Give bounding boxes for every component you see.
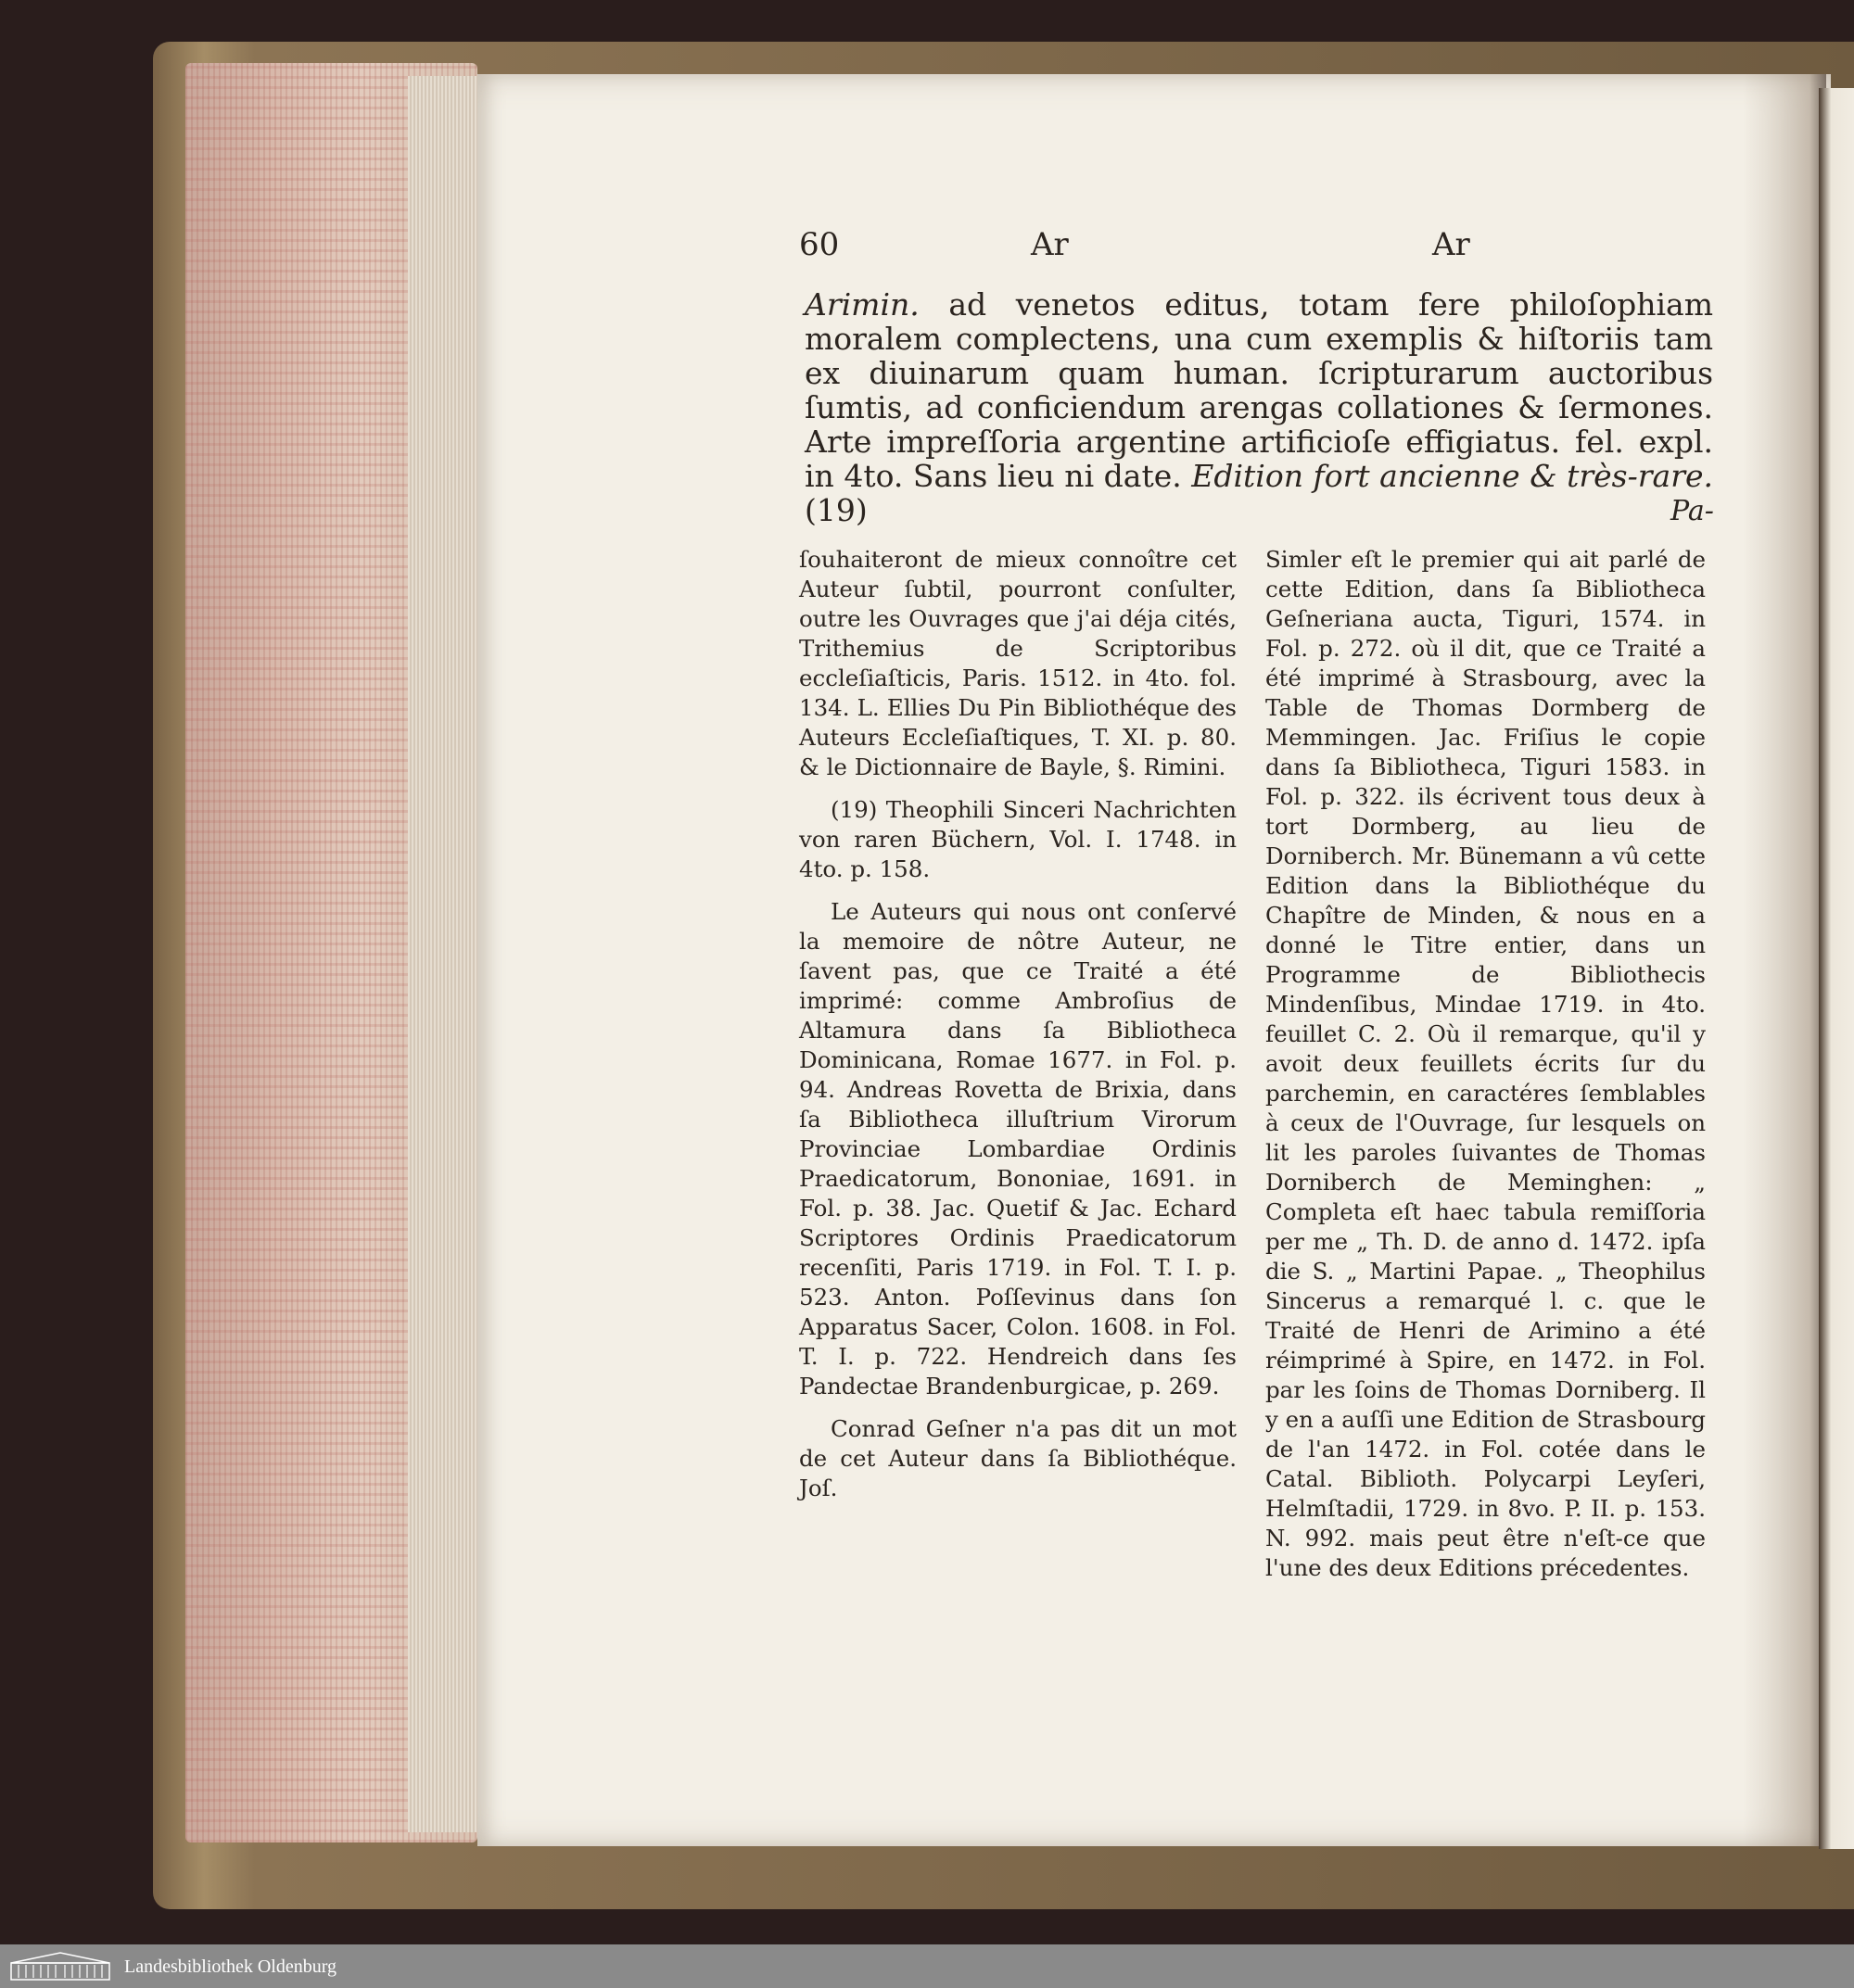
left-paragraph-1: ſouhaiteront de mieux connoître cet Auteur ſubtil, pourront conſulter, outre les Ouvrages que j'ai déja cités, Trithemius de Scriptoribus eccleſiaſticis, Paris. 1512. in 4to. fol. 134. L. Ellies Du Pin Bibliothéque des Auteurs Eccleſiaſtiques, T. XI. p. 80. & le Dictionnaire de Bayle, §. Rimini. xyxy=(799,546,1237,780)
facing-page-edge xyxy=(1819,88,1854,1849)
page-gutter xyxy=(1743,74,1826,1846)
catchword: Pa- xyxy=(1670,495,1714,527)
running-head-left: Ar xyxy=(1031,226,1069,263)
intro-tail: Edition fort ancienne & très-rare. xyxy=(1191,458,1713,494)
right-column xyxy=(1265,545,1706,1596)
intro-paragraph xyxy=(805,287,1713,527)
right-paragraph-1: Simler eſt le premier qui ait parlé de cette Edition, dans ſa Bibliotheca Geſneriana aucta, Tiguri, 1574. in Fol. p. 272. où il dit, que ce Traité a été imprimé à Strasbourg, avec la Table de Thomas Dormberg de Memmingen. Jac. Friſius le copie dans ſa Bibliotheca, Tiguri 1583. in Fol. p. 322. ils écrivent tous deux à tort Dormberg, au lieu de Dorniberch. Mr. Bünemann a vû cette Edition dans la Bibliothéque du Chapître de Minden, & nous en a donné le Titre entier, dans un Programme de Bibliothecis Mindenſibus, Mindae 1719. in 4to. feuillet C. 2. Où il remarque, qu'il y avoit deux feuillets écrits ſur du parchemin, en caractéres ſemblables à ceux de l'Ouvrage, ſur lesquels on lit les paroles ſuivantes de Thomas Dorniberch de Meminghen: „ Completa eſt haec tabula remiſſoria per me „ Th. D. de anno d. 1472. ipſa die S. „ Martini Papae. „ Theophilus Sincerus a remarqué l. c. que le Traité de Henri de Arimino a été réimprimé à Spire, en 1472. in Fol. par les ſoins de Thomas Dorniberg. Il y en a auſſi une Edition de Strasbourg de l'an 1472. in Fol. cotée dans le Catal. Biblioth. Polycarpi Leyſeri, Helmſtadii, 1729. in 8vo. P. II. p. 153. N. 992. mais peut être n'eſt-ce que l'une des deux Editions précedentes. xyxy=(1265,546,1706,1581)
left-paragraph-4: Conrad Geſner n'a pas dit un mot de cet Auteur dans ſa Bibliothéque. Joſ. xyxy=(799,1415,1237,1501)
library-building-icon xyxy=(9,1950,111,1982)
intro-body: ad venetos editus, totam fere philoſophiam moralem complectens, una cum exemplis & hiſtoriis tam ex diuinarum quam human. ſcripturarum auctoribus ſumtis, ad conficiendum arengas collationes & ſermones. Arte impreſſoria argentine artificioſe effigiatus. fel. expl. in 4to. Sans lieu ni date. xyxy=(805,286,1713,494)
page-number: 60 xyxy=(799,226,840,263)
running-head-right: Ar xyxy=(1432,226,1470,263)
left-paragraph-2: (19) Theophili Sinceri Nachrichten von raren Büchern, Vol. I. 1748. in 4to. p. 158. xyxy=(799,796,1237,882)
intro-lead: Arimin. xyxy=(805,286,920,323)
left-paragraph-3: Le Auteurs qui nous ont conſervé la memoire de nôtre Auteur, ne ſavent pas, que ce Traité a été imprimé: comme Ambroſius de Altamura dans ſa Bibliotheca Dominicana, Romae 1677. in Fol. p. 94. Andreas Rovetta de Brixia, dans ſa Bibliotheca illuſtrium Virorum Provinciae Lombardiae Ordinis Praedicatorum, Bononiae, 1691. in Fol. p. 38. Jac. Quetif & Jac. Echard Scriptores Ordinis Praedicatorum recenſiti, Paris 1719. in Fol. T. I. p. 523. Anton. Poſſevinus dans ſon Apparatus Sacer, Colon. 1608. in Fol. T. I. p. 722. Hendreich dans ſes Pandectae Brandenburgicae, p. 269. xyxy=(799,898,1237,1399)
footer-bar xyxy=(0,1944,1854,1988)
left-column xyxy=(799,545,1237,1516)
page-edges-inner xyxy=(408,76,482,1832)
library-name: Landesbibliothek Oldenburg xyxy=(124,1956,337,1977)
intro-note-ref: (19) xyxy=(805,492,868,528)
